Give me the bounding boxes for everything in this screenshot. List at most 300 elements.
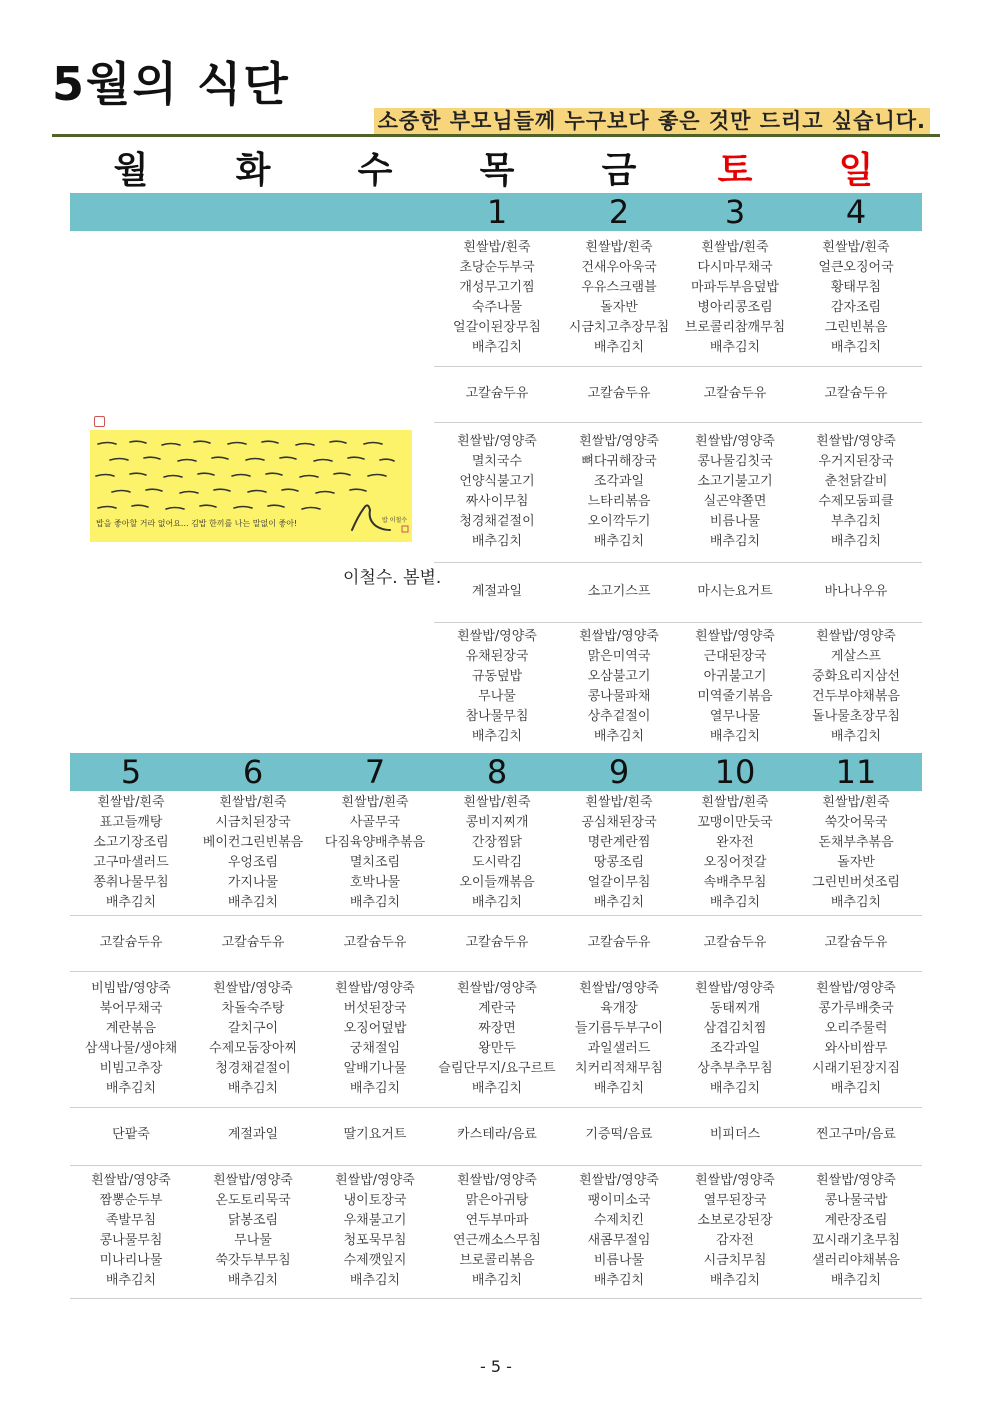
calligraphy-text: 밥을 좋아할 거라 없어요... 김밥 한끼를 나는 말없이 좋아! bbox=[96, 519, 298, 528]
menu-item: 시금치무침 bbox=[703, 1253, 767, 1268]
menu-item: 계란장조림 bbox=[824, 1213, 888, 1228]
menu-item: 흰쌀밥/영양죽 bbox=[816, 434, 896, 449]
menu-item: 들기름두부구이 bbox=[575, 1021, 663, 1036]
menu-item: 비름나물 bbox=[593, 1253, 645, 1268]
menu-item: 쫑취나물무침 bbox=[93, 875, 169, 890]
dinner-cell bbox=[70, 1171, 192, 1291]
weekday-mon: 월 bbox=[113, 150, 149, 191]
menu-item: 맑은미역국 bbox=[587, 649, 651, 664]
menu-item: 호박나물 bbox=[349, 875, 401, 890]
menu-item: 느타리볶음 bbox=[587, 494, 651, 509]
menu-item: 우엉조림 bbox=[227, 855, 279, 870]
menu-item: 흰쌀밥/영양죽 bbox=[695, 434, 775, 449]
menu-item: 쑥갓두부무침 bbox=[215, 1253, 291, 1268]
menu-item: 배추김치 bbox=[830, 534, 882, 549]
menu-item: 배추김치 bbox=[593, 340, 645, 355]
menu-item: 콩나물국밥 bbox=[824, 1193, 888, 1208]
row-divider bbox=[70, 1165, 922, 1166]
snack_pm-cell bbox=[790, 1125, 922, 1145]
snack_pm-cell bbox=[314, 1125, 436, 1145]
breakfast-cell bbox=[436, 238, 558, 358]
menu-item: 배추김치 bbox=[593, 729, 645, 744]
menu-item: 청포묵무침 bbox=[343, 1233, 407, 1248]
snack-item: 고칼슘두유 bbox=[824, 935, 888, 950]
date-number: 10 bbox=[714, 753, 756, 791]
menu-item: 조각과일 bbox=[593, 474, 645, 489]
snack-item: 고칼슘두유 bbox=[824, 386, 888, 401]
breakfast-cell bbox=[436, 793, 558, 913]
menu-item: 흰쌀밥/영양죽 bbox=[213, 981, 293, 996]
menu-item: 다짐육양배추볶음 bbox=[324, 835, 426, 850]
menu-item: 꼬시래기초무침 bbox=[812, 1233, 900, 1248]
menu-item: 무나물 bbox=[478, 689, 516, 704]
menu-item: 수제깻잎지 bbox=[343, 1253, 407, 1268]
menu-item: 돌자반 bbox=[837, 855, 875, 870]
menu-item: 공심채된장국 bbox=[581, 815, 657, 830]
menu-item: 베이컨그린빈볶음 bbox=[202, 835, 304, 850]
menu-item: 수제모둠장아찌 bbox=[209, 1041, 297, 1056]
menu-item: 흰쌀밥/영양죽 bbox=[579, 1173, 659, 1188]
menu-item: 흰쌀밥/영양죽 bbox=[457, 1173, 537, 1188]
date-number: 5 bbox=[120, 753, 142, 791]
menu-item: 온도토리묵국 bbox=[215, 1193, 291, 1208]
snack-item: 고칼슘두유 bbox=[703, 386, 767, 401]
lunch-cell bbox=[70, 979, 192, 1099]
lunch-cell bbox=[558, 432, 680, 552]
menu-item: 흰쌀밥/영양죽 bbox=[816, 1173, 896, 1188]
menu-item: 중화요리지삼선 bbox=[812, 669, 900, 684]
menu-item: 갈치구이 bbox=[227, 1021, 279, 1036]
menu-item: 오징어젓갈 bbox=[703, 855, 767, 870]
menu-item: 초당순두부국 bbox=[459, 260, 535, 275]
menu-item: 멸치국수 bbox=[471, 454, 523, 469]
menu-item: 언양식불고기 bbox=[459, 474, 535, 489]
row-divider bbox=[434, 422, 922, 423]
menu-item: 미나리나물 bbox=[99, 1253, 163, 1268]
menu-item: 오징어덮밥 bbox=[343, 1021, 407, 1036]
menu-item: 짜사이무침 bbox=[465, 494, 529, 509]
date-number: 8 bbox=[486, 753, 508, 791]
weekday-sun: 일 bbox=[838, 150, 874, 191]
lunch-cell bbox=[436, 432, 558, 552]
menu-item: 부추김치 bbox=[830, 514, 882, 529]
row-divider bbox=[70, 971, 922, 972]
snack_pm-cell bbox=[790, 582, 922, 602]
menu-item: 버섯된장국 bbox=[343, 1001, 407, 1016]
snack_am-cell bbox=[436, 933, 558, 953]
menu-item: 흰쌀밥/흰죽 bbox=[585, 240, 653, 255]
menu-item: 조각과일 bbox=[709, 1041, 761, 1056]
dinner-cell bbox=[558, 1171, 680, 1291]
menu-item: 명란계란찜 bbox=[587, 835, 651, 850]
menu-item: 소보로강된장 bbox=[697, 1213, 773, 1228]
menu-item: 무나물 bbox=[234, 1233, 272, 1248]
menu-item: 흰쌀밥/흰죽 bbox=[219, 795, 287, 810]
menu-item: 흰쌀밥/영양죽 bbox=[91, 1173, 171, 1188]
menu-item: 우거지된장국 bbox=[818, 454, 894, 469]
snack_am-cell bbox=[558, 933, 680, 953]
title-divider bbox=[52, 134, 940, 137]
menu-item: 고구마샐러드 bbox=[93, 855, 169, 870]
menu-item: 연두부마파 bbox=[465, 1213, 529, 1228]
snack-item: 소고기스프 bbox=[587, 584, 651, 599]
date-number: 9 bbox=[608, 753, 630, 791]
menu-item: 사골무국 bbox=[349, 815, 401, 830]
snack_am-cell bbox=[680, 384, 790, 404]
menu-item: 다시마무채국 bbox=[697, 260, 773, 275]
menu-item: 가지나물 bbox=[227, 875, 279, 890]
menu-item: 배추김치 bbox=[349, 1273, 401, 1288]
menu-item: 치커리적채무침 bbox=[575, 1061, 663, 1076]
menu-item: 비름나물 bbox=[709, 514, 761, 529]
menu-item: 배추김치 bbox=[830, 895, 882, 910]
dinner-cell bbox=[314, 1171, 436, 1291]
menu-item: 배추김치 bbox=[471, 895, 523, 910]
menu-item: 우채불고기 bbox=[343, 1213, 407, 1228]
breakfast-cell bbox=[790, 793, 922, 913]
snack-item: 고칼슘두유 bbox=[465, 386, 529, 401]
menu-item: 유채된장국 bbox=[465, 649, 529, 664]
menu-item: 팽이미소국 bbox=[587, 1193, 651, 1208]
row-divider bbox=[70, 915, 922, 916]
lunch-cell bbox=[314, 979, 436, 1099]
menu-item: 시금치된장국 bbox=[215, 815, 291, 830]
menu-item: 오리주물럭 bbox=[824, 1021, 888, 1036]
menu-item: 춘천닭갈비 bbox=[824, 474, 888, 489]
menu-item: 배추김치 bbox=[349, 895, 401, 910]
weekday-sat: 토 bbox=[717, 150, 753, 191]
menu-item: 배추김치 bbox=[709, 1273, 761, 1288]
row-divider bbox=[434, 366, 922, 367]
menu-item: 계란국 bbox=[478, 1001, 516, 1016]
date-number: 2 bbox=[608, 193, 630, 231]
menu-item: 흰쌀밥/흰죽 bbox=[822, 795, 890, 810]
dinner-cell bbox=[192, 1171, 314, 1291]
menu-item: 흰쌀밥/흰죽 bbox=[463, 795, 531, 810]
menu-item: 마파두부음덮밥 bbox=[691, 280, 779, 295]
menu-item: 흰쌀밥/영양죽 bbox=[695, 981, 775, 996]
dinner-cell bbox=[436, 1171, 558, 1291]
menu-item: 슬림단무지/요구르트 bbox=[438, 1061, 556, 1076]
snack_pm-cell bbox=[436, 1125, 558, 1145]
menu-item: 얼갈이무침 bbox=[587, 875, 651, 890]
snack_pm-cell bbox=[680, 1125, 790, 1145]
menu-item: 냉이토장국 bbox=[343, 1193, 407, 1208]
dinner-cell bbox=[680, 1171, 790, 1291]
menu-item: 땅콩조림 bbox=[593, 855, 645, 870]
snack_pm-cell bbox=[192, 1125, 314, 1145]
snack-item: 단팥죽 bbox=[112, 1127, 150, 1142]
snack-item: 고칼슘두유 bbox=[99, 935, 163, 950]
menu-item: 흰쌀밥/영양죽 bbox=[695, 629, 775, 644]
snack-item: 고칼슘두유 bbox=[221, 935, 285, 950]
weekday-tue: 화 bbox=[235, 150, 271, 191]
date-number: 3 bbox=[724, 193, 746, 231]
menu-item: 닭봉조림 bbox=[227, 1213, 279, 1228]
menu-item: 배추김치 bbox=[349, 1081, 401, 1096]
date-number bbox=[314, 193, 436, 231]
menu-item: 실곤약쫄면 bbox=[703, 494, 767, 509]
snack-item: 고칼슘두유 bbox=[587, 935, 651, 950]
brush-strokes-graphic bbox=[90, 430, 412, 542]
snack-item: 바나나우유 bbox=[824, 584, 888, 599]
menu-item: 흰쌀밥/흰죽 bbox=[701, 795, 769, 810]
menu-item: 배추김치 bbox=[105, 1081, 157, 1096]
menu-item: 콩나물파채 bbox=[587, 689, 651, 704]
menu-item: 배추김치 bbox=[830, 729, 882, 744]
snack_am-cell bbox=[436, 384, 558, 404]
menu-item: 흰쌀밥/영양죽 bbox=[579, 981, 659, 996]
menu-item: 건두부야채볶음 bbox=[812, 689, 900, 704]
snack_am-cell bbox=[70, 933, 192, 953]
menu-item: 동태찌개 bbox=[709, 1001, 761, 1016]
menu-item: 흰쌀밥/흰죽 bbox=[585, 795, 653, 810]
menu-item: 배추김치 bbox=[471, 729, 523, 744]
menu-item: 소고기장조림 bbox=[93, 835, 169, 850]
menu-item: 배추김치 bbox=[105, 895, 157, 910]
menu-item: 뼈다귀해장국 bbox=[581, 454, 657, 469]
menu-item: 건새우아욱국 bbox=[581, 260, 657, 275]
menu-item: 짜장면 bbox=[478, 1021, 516, 1036]
menu-item: 왕만두 bbox=[478, 1041, 516, 1056]
menu-item: 게살스프 bbox=[830, 649, 882, 664]
snack_am-cell bbox=[558, 384, 680, 404]
menu-item: 배추김치 bbox=[471, 534, 523, 549]
menu-item: 삼겹김치찜 bbox=[703, 1021, 767, 1036]
menu-item: 쑥갓어묵국 bbox=[824, 815, 888, 830]
menu-item: 열무나물 bbox=[709, 709, 761, 724]
menu-item: 시금치고추장무침 bbox=[568, 320, 670, 335]
menu-item: 흰쌀밥/영양죽 bbox=[816, 629, 896, 644]
menu-item: 북어무채국 bbox=[99, 1001, 163, 1016]
page-title: 5월의 식단 bbox=[52, 57, 290, 111]
menu-item: 흰쌀밥/영양죽 bbox=[213, 1173, 293, 1188]
date-number: 7 bbox=[364, 753, 386, 791]
menu-item: 배추김치 bbox=[830, 1273, 882, 1288]
weekday-header bbox=[70, 150, 922, 192]
menu-item: 계란볶음 bbox=[105, 1021, 157, 1036]
menu-item: 배추김치 bbox=[709, 895, 761, 910]
snack-item: 계절과일 bbox=[471, 584, 523, 599]
menu-item: 상추부추무침 bbox=[697, 1061, 773, 1076]
menu-item: 콩가루배춧국 bbox=[818, 1001, 894, 1016]
breakfast-cell bbox=[558, 793, 680, 913]
row-divider bbox=[434, 562, 922, 563]
dinner-cell bbox=[790, 1171, 922, 1291]
menu-item: 꼬맹이만둣국 bbox=[697, 815, 773, 830]
weekday-fri: 금 bbox=[601, 150, 637, 191]
snack-item: 계절과일 bbox=[227, 1127, 279, 1142]
date-number: 11 bbox=[835, 753, 877, 791]
seal-stamp bbox=[94, 416, 105, 427]
page-number: - 5 - bbox=[480, 1357, 512, 1376]
snack_pm-cell bbox=[558, 1125, 680, 1145]
dinner-cell bbox=[436, 627, 558, 747]
date-number bbox=[192, 193, 314, 231]
menu-item: 육개장 bbox=[600, 1001, 638, 1016]
menu-item: 열무된장국 bbox=[703, 1193, 767, 1208]
lunch-cell bbox=[790, 979, 922, 1099]
menu-item: 콩나물김칫국 bbox=[697, 454, 773, 469]
snack-item: 기증떡/음료 bbox=[585, 1127, 653, 1142]
menu-item: 흰쌀밥/영양죽 bbox=[335, 981, 415, 996]
menu-item: 와사비쌈무 bbox=[824, 1041, 888, 1056]
menu-item: 근대된장국 bbox=[703, 649, 767, 664]
menu-item: 흰쌀밥/영양죽 bbox=[695, 1173, 775, 1188]
lunch-cell bbox=[192, 979, 314, 1099]
menu-item: 흰쌀밥/영양죽 bbox=[457, 981, 537, 996]
menu-item: 짬뽕순두부 bbox=[99, 1193, 163, 1208]
lunch-cell bbox=[790, 432, 922, 552]
menu-item: 돈채부추볶음 bbox=[818, 835, 894, 850]
breakfast-cell bbox=[70, 793, 192, 913]
menu-item: 도시락김 bbox=[471, 855, 523, 870]
menu-item: 수제치킨 bbox=[593, 1213, 645, 1228]
menu-item: 얼갈이된장무침 bbox=[453, 320, 541, 335]
menu-item: 배추김치 bbox=[471, 1273, 523, 1288]
menu-item: 참나물무침 bbox=[465, 709, 529, 724]
snack_pm-cell bbox=[436, 582, 558, 602]
menu-item: 배추김치 bbox=[709, 729, 761, 744]
menu-item: 배추김치 bbox=[471, 1081, 523, 1096]
menu-item: 새콤무절임 bbox=[587, 1233, 651, 1248]
menu-item: 개성무고기찜 bbox=[459, 280, 535, 295]
snack-item: 찐고구마/음료 bbox=[816, 1127, 896, 1142]
breakfast-cell bbox=[192, 793, 314, 913]
snack-item: 딸기요거트 bbox=[343, 1127, 407, 1142]
menu-item: 배추김치 bbox=[227, 1273, 279, 1288]
lunch-cell bbox=[558, 979, 680, 1099]
menu-item: 감자전 bbox=[716, 1233, 754, 1248]
menu-item: 배추김치 bbox=[593, 534, 645, 549]
menu-item: 흰쌀밥/흰죽 bbox=[701, 240, 769, 255]
menu-item: 배추김치 bbox=[227, 895, 279, 910]
breakfast-cell bbox=[680, 238, 790, 358]
menu-item: 청경채겉절이 bbox=[215, 1061, 291, 1076]
menu-item: 완자전 bbox=[716, 835, 754, 850]
snack_am-cell bbox=[680, 933, 790, 953]
menu-item: 흰쌀밥/영양죽 bbox=[579, 629, 659, 644]
menu-item: 배추김치 bbox=[830, 340, 882, 355]
dinner-cell bbox=[680, 627, 790, 747]
snack_am-cell bbox=[314, 933, 436, 953]
menu-item: 표고들깨탕 bbox=[99, 815, 163, 830]
weekday-wed: 수 bbox=[357, 150, 393, 191]
menu-item: 수제모둠피클 bbox=[818, 494, 894, 509]
snack_am-cell bbox=[790, 933, 922, 953]
menu-item: 돌자반 bbox=[600, 300, 638, 315]
menu-item: 오이들깨볶음 bbox=[459, 875, 535, 890]
menu-item: 맑은아귀탕 bbox=[465, 1193, 529, 1208]
menu-item: 배추김치 bbox=[105, 1273, 157, 1288]
menu-item: 멸치조림 bbox=[349, 855, 401, 870]
lunch-cell bbox=[680, 432, 790, 552]
menu-item: 차돌숙주탕 bbox=[221, 1001, 285, 1016]
snack-item: 고칼슘두유 bbox=[703, 935, 767, 950]
menu-item: 그린빈볶음 bbox=[824, 320, 888, 335]
menu-item: 돌나물초장무침 bbox=[812, 709, 900, 724]
page-subtitle: 소중한 부모님들께 누구보다 좋은 것만 드리고 싶습니다. bbox=[374, 108, 930, 134]
menu-item: 삼색나물/생야채 bbox=[84, 1041, 178, 1056]
menu-item: 속배추무침 bbox=[703, 875, 767, 890]
menu-item: 아귀불고기 bbox=[703, 669, 767, 684]
breakfast-cell bbox=[680, 793, 790, 913]
menu-item: 청경채겉절이 bbox=[459, 514, 535, 529]
snack-item: 고칼슘두유 bbox=[343, 935, 407, 950]
breakfast-cell bbox=[558, 238, 680, 358]
menu-item: 흰쌀밥/흰죽 bbox=[822, 240, 890, 255]
menu-item: 오삼불고기 bbox=[587, 669, 651, 684]
menu-item: 오이깍두기 bbox=[587, 514, 651, 529]
signature-text: 밥 이철수 bbox=[382, 517, 408, 524]
menu-item: 알배기나물 bbox=[343, 1061, 407, 1076]
date-number: 4 bbox=[845, 193, 867, 231]
snack_am-cell bbox=[790, 384, 922, 404]
dinner-cell bbox=[790, 627, 922, 747]
menu-item: 흰쌀밥/영양죽 bbox=[335, 1173, 415, 1188]
menu-item: 흰쌀밥/영양죽 bbox=[457, 434, 537, 449]
lunch-cell bbox=[680, 979, 790, 1099]
menu-item: 배추김치 bbox=[709, 534, 761, 549]
snack-item: 고칼슘두유 bbox=[465, 935, 529, 950]
lunch-cell bbox=[436, 979, 558, 1099]
menu-item: 브로콜리볶음 bbox=[459, 1253, 535, 1268]
illustration-caption: 이철수. 봄볕. bbox=[343, 568, 442, 588]
row-divider bbox=[70, 1107, 922, 1108]
breakfast-cell bbox=[314, 793, 436, 913]
menu-item: 미역줄기볶음 bbox=[697, 689, 773, 704]
snack-item: 비피더스 bbox=[709, 1127, 761, 1142]
calligraphy-illustration bbox=[90, 430, 412, 542]
row-divider bbox=[70, 1298, 922, 1299]
menu-item: 규동덮밥 bbox=[471, 669, 523, 684]
weekday-thu: 목 bbox=[479, 150, 515, 191]
menu-item: 병아리콩조림 bbox=[697, 300, 773, 315]
menu-item: 우유스크램블 bbox=[581, 280, 657, 295]
dinner-cell bbox=[558, 627, 680, 747]
menu-item: 배추김치 bbox=[709, 340, 761, 355]
menu-item: 흰쌀밥/흰죽 bbox=[463, 240, 531, 255]
breakfast-cell bbox=[790, 238, 922, 358]
menu-item: 배추김치 bbox=[593, 1273, 645, 1288]
menu-item: 배추김치 bbox=[227, 1081, 279, 1096]
snack_am-cell bbox=[192, 933, 314, 953]
date-number: 6 bbox=[242, 753, 264, 791]
menu-item: 브로콜리참깨무침 bbox=[684, 320, 786, 335]
date-number bbox=[70, 193, 192, 231]
menu-item: 소고기불고기 bbox=[697, 474, 773, 489]
row-divider bbox=[434, 622, 922, 623]
snack-item: 카스테라/음료 bbox=[457, 1127, 537, 1142]
menu-item: 흰쌀밥/영양죽 bbox=[816, 981, 896, 996]
menu-item: 배추김치 bbox=[471, 340, 523, 355]
menu-item: 배추김치 bbox=[593, 895, 645, 910]
menu-item: 연근깨소스무침 bbox=[453, 1233, 541, 1248]
menu-item: 과일샐러드 bbox=[587, 1041, 651, 1056]
menu-item: 비빔고추장 bbox=[99, 1061, 163, 1076]
menu-item: 배추김치 bbox=[830, 1081, 882, 1096]
menu-item: 흰쌀밥/영양죽 bbox=[579, 434, 659, 449]
menu-item: 흰쌀밥/흰죽 bbox=[341, 795, 409, 810]
signature-seal-mark bbox=[402, 526, 408, 532]
menu-item: 배추김치 bbox=[709, 1081, 761, 1096]
menu-item: 흰쌀밥/흰죽 bbox=[97, 795, 165, 810]
menu-item: 족발무침 bbox=[105, 1213, 157, 1228]
menu-item: 흰쌀밥/영양죽 bbox=[457, 629, 537, 644]
menu-item: 상추겉절이 bbox=[587, 709, 651, 724]
menu-item: 비빔밥/영양죽 bbox=[91, 981, 171, 996]
menu-item: 숙주나물 bbox=[471, 300, 523, 315]
